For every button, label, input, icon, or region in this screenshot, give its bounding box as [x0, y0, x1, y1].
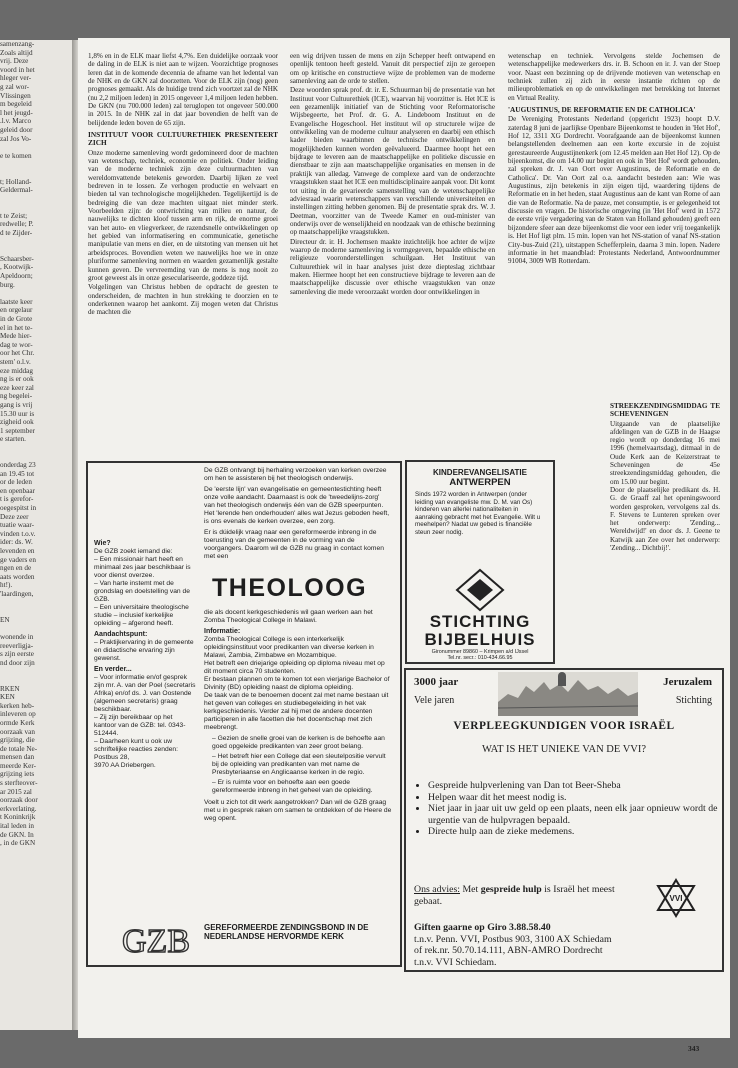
diamond-book-icon: [457, 570, 503, 610]
column-2: [290, 52, 495, 297]
prev-page-line: , in de GKN: [0, 839, 36, 848]
vvi-giro-line: of rek.nr. 50.70.14.111, ABN-AMRO Dordrecht: [414, 945, 603, 957]
prev-page-line: oor het Chr.: [0, 349, 35, 358]
column-3: [508, 52, 720, 267]
vvi-bullet-list: [414, 780, 724, 838]
gzb-after: die als docent kerkgeschiedenis wil gaan werken aan het Zomba Theological College in Malawi.: [204, 609, 373, 624]
prev-page-line: mensen dan: [0, 753, 35, 762]
prev-page-line: RKEN: [0, 684, 20, 693]
prev-page-line: nd door zijn: [0, 658, 35, 667]
prev-page-line: m begeleid: [0, 100, 32, 109]
gzb-logo-icon: [116, 919, 196, 959]
section-heading: 'AUGUSTINUS, DE REFORMATIE EN DE CATHOLICA': [508, 105, 696, 115]
streekzending-article: [610, 402, 720, 552]
prev-page-line: stem' o.l.v.: [0, 357, 31, 366]
prev-page-line: oorzaak door: [0, 796, 38, 805]
prev-page-line: Mede hier-: [0, 332, 32, 341]
prev-page-line: el in het te-: [0, 323, 33, 332]
prev-page-line: gang is vrij: [0, 400, 33, 409]
prev-page-line: laatste keer: [0, 297, 33, 306]
prev-page-line: grijzing iets: [0, 770, 35, 779]
paragraph: Uitgaande van de plaatselijke afdelingen van de GZB in de Haagse regio wordt op donderdag 16 mei 1996 (hemelvaartsdag), ditmaal in de Oude Kerk aan de Keizerstraat te Scheveningen de 45e streekzendingsmiddag gehouden, die om 15.00 uur begint.: [610, 419, 720, 486]
prev-page-line: Geldermal-: [0, 186, 33, 195]
prev-page-line: vrij. Deze: [0, 57, 29, 66]
gzb-further-text: – Voor informatie en/of gesprek zijn mr. A. van der Poel (secretaris Afrika) en/of ds. J. van Oostende (algemeen secretaris) graag beschikbaar. – Zij zijn bereikbaar op het kantoor van de GZB: tel. 0343-512444. – Daarheen kunt u ook uw schriftelijke reacties zenden: Postbus 28, 3970 AA Driebergen.: [94, 674, 196, 769]
prev-page-line: reeverligja-: [0, 641, 34, 650]
gzb-organisation: GEREFORMEERDE ZENDINGSBOND IN DE NEDERLANDSE HERVORMDE KERK: [204, 923, 369, 941]
gzb-intro: Er is dúidelijk vraag naar een gereformeerde inbreng in de toerusting van de gemeenten in de vorming van de voorgangers. Daarom wil de GZB nu graag in contact komen met een: [204, 529, 384, 560]
vvi-jeruzalem: Jeruzalem: [663, 676, 712, 688]
prev-page-line: [0, 624, 72, 633]
prev-page-line: redwelle; P.: [0, 220, 34, 229]
jerusalem-wall-illustration-icon: [498, 672, 638, 716]
gzb-attention-text: – Praktijkervaring in de gemeente en didactische ervaring zijn gewenst.: [94, 639, 194, 662]
gzb-info-heading: Informatie:: [204, 628, 241, 635]
prev-page-line: aats worden: [0, 572, 35, 581]
gzb-bullet: – Gezien de snelle groei van de kerken is de behoefte aan goed opgeleide predikanten van zeer groot belang.: [212, 735, 385, 750]
paragraph: wetenschap en techniek. Vervolgens stelde Jochemsen de wetenschappelijke medewerkers drs. ir. B. Schoon en ir. J. van der Stoep voor. Naast een bezinning op de drijvende motieven van wetenschap en techniek zullen zij zich in eerste instantie richten op de milieuproblematiek en op de ontwikkelingen met betrekking tot Internet en Virtual Reality.: [508, 52, 720, 102]
vvi-star-logo-icon: [656, 880, 696, 916]
paragraph: De Vereniging Protestants Nederland (opgericht 1923) hoopt D.V. zaterdag 8 juni de jaarlijkse Openbare Bijeenkomst te houden in 'Het Hof', Hof 12, 3311 XG Dordrecht. Voorafgaande aan de bijeenkomst kunnen belangstellenden deelnemen aan een korte excursie in de zojuist gerestaureerde Augustijnenkerk (om 12.45 melden aan Het Hof 12). Op de bijeenkomst, die om 14.00 uur begint en ook in 'Het Hof' wordt gehouden, zal spreken dr. J. van Oort over Augustinus, de Reformatie en de Catholica'. Dr. Van Oort zal o.a. aandacht besteden aan: Wie was Augustinus, zijn betekenis in zijn eigen tijd, waardering tijdens de Reformatie en in het heden, staat Augustinus aan de kant van Rome of aan die van de Reformatie. Na de pauze, met consumptie, is er gelegenheid tot discussie en vragen. De historische omgeving (in 'Het Hof' werd in 1572 de eerste vrije vergadering van de Staten van Holland gehouden) geeft een bijzondere sfeer aan deze bijeenkomst die voor een ieder vrij toegankelijk is. Het Hof ligt plm. 15 min. lopen van het NS-station of vanaf NS-station City-bus-Zuid (21), uitstappen Schefferplein, daarna 3 min. lopen. Nadere informatie in het maandblad: Protestants Nederland, Antwoordnummer 91004, 3009 WB Rotterdam.: [508, 115, 720, 266]
section-heading: STREEKZENDINGSMIDDAG TE SCHEVENINGEN: [610, 402, 720, 419]
vvi-3000-jaar: 3000 jaar: [414, 676, 459, 688]
prev-page-line: inleveren op: [0, 710, 36, 719]
column-1: [88, 52, 278, 318]
prev-page-line: ht!).: [0, 581, 13, 590]
gzb-theoloog-title: THEOLOOG: [212, 574, 368, 602]
kinder-title: KINDEREVANGELISATIE: [433, 468, 527, 477]
prev-page-line: burg.: [0, 280, 15, 289]
prev-page-line: .l.v. Marco: [0, 117, 32, 126]
prev-page-line: ormde Kerk: [0, 718, 35, 727]
vvi-giro-line: t.n.v. VVI Schiedam.: [414, 956, 497, 968]
prev-page-line: t te Zeist;: [0, 211, 28, 220]
prev-page-line: 'laardingen,: [0, 590, 34, 598]
vvi-advice-text: Met: [462, 884, 481, 895]
prev-page-line: [0, 246, 72, 255]
prev-page-line: en openbaar: [0, 486, 35, 495]
previous-page-edge: [0, 40, 72, 1030]
gzb-closing: Voelt u zich tot dit werk aangetrokken? Dan wil de GZB graag met u in gesprek raken om samen te ontdekken of de Heere de weg opent.: [204, 799, 392, 822]
prev-page-line: ng begelei-: [0, 392, 33, 401]
prev-page-line: s zijn eerste: [0, 650, 34, 659]
kinder-body: Sinds 1972 worden in Antwerpen (onder leiding van evangeliste mw. D. M. van Os) kinderen van allerlei nationaliteiten in aanraking gebracht met het Evangelie. Wilt u meehelpen? Nadat uw gebed is financiële steun zeer nodig.: [415, 491, 541, 536]
prev-page-line: samenzang-: [0, 40, 35, 48]
prev-page-line: vinden t.o.v.: [0, 529, 36, 538]
prev-page-line: zal Jos Vo-: [0, 134, 32, 143]
prev-page-line: de GKN. In: [0, 830, 34, 839]
vvi-logo-text: VVI: [669, 894, 683, 903]
prev-page-line: [0, 169, 72, 178]
magazine-page: [78, 38, 730, 1053]
gzb-who-heading: Wie?: [94, 540, 111, 547]
prev-page-line: t; Holland-: [0, 177, 32, 186]
gzb-further-heading: En verder...: [94, 666, 132, 673]
prev-page-line: dag te wor-: [0, 340, 33, 349]
kinderevangelisatie-advertisement: [405, 460, 555, 664]
vvi-bullet: • Gespreide hulpverlening van Dan tot Beer-Sheba: [428, 780, 724, 792]
page-number: 343: [688, 1044, 700, 1053]
gzb-info: Zomba Theological College is een interkerkelijk opleidingsinstituut voor predikanten van diverse kerken in Malawi, Zambia, Zimbabwe en Mozambique. Het betreft een driejarige opleiding op diploma niveau met op dit moment circa 70 studenten. Er bestaan plannen om te komen tot een vierjarige Bachelor of Divinity (BD) opleiding naast de diploma opleiding. De taak van de te benoemen docent zal met name bestaan uit het geven van colleges en studiebegeleiding in het vak kerkgeschiedenis. Verder zal hij met de andere docenten participeren in alle facetten die het docentschap met zich meebrengt.: [204, 636, 390, 731]
prev-page-line: g zal wor-: [0, 82, 29, 91]
prev-page-line: ngen en de: [0, 564, 32, 573]
prev-page-line: [0, 676, 72, 685]
paragraph: een wig drijven tussen de mens en zijn Schepper heeft ontwapend en openlijk tentoon heeft gesteld. Vanuit dit perspectief zijn ze geroepen om op kritische en constructieve wijze de problemen van de moderne samenleving aan de orde te stellen.: [290, 52, 495, 86]
prev-page-line: [0, 160, 72, 169]
prev-page-line: levenden en: [0, 547, 35, 556]
prev-page-line: wonende in: [0, 632, 34, 641]
vvi-question: WAT IS HET UNIEKE VAN DE VVI?: [481, 744, 647, 755]
prev-page-line: e te komen: [0, 151, 32, 160]
prev-page-line: 1 september: [0, 426, 35, 435]
prev-page-line: ge vaders en: [0, 555, 36, 564]
paragraph: Directeur dr. ir. H. Jochemsen maakte inzichtelijk hoe achter de wijze waarop de moderne samenleving is vormgegeven, bepaalde ethische en religieuze vooronderstellingen schuilgaan. Het Instituut van Cultuurethiek wil in haar analyses juist deze diepteslag zichtbaar maken. Hiermee hoopt het een constructieve bijdrage te leveren aan de maatschappelijke discussie over ethische vraagstukken van onze samenleving die mede veroorzaakt worden door ontwikkelingen in: [290, 237, 495, 296]
prev-page-line: EN: [0, 615, 10, 624]
prev-page-line: t Koninkrijk: [0, 813, 36, 822]
prev-page-line: eze middag: [0, 366, 33, 375]
vvi-stichting: Stichting: [675, 695, 712, 706]
kinder-city: ANTWERPEN: [449, 477, 511, 488]
prev-page-line: in de Grote: [0, 315, 33, 323]
gzb-intro: De 'eerste lijn' van evangelisatie en gemeentestichting heeft onze volle aandacht. Daarnaast is ook de 'tweedelijns-zorg' van het theologisch onderwijs één van de GZB speerpunten. Het 'lerende hen onderhouden' alles wat Jezus geboden heeft, is ons evenals de kerken overzee, een zorg.: [204, 486, 390, 525]
prev-page-line: [0, 289, 72, 298]
vvi-vele-jaren: Vele jaren: [414, 695, 455, 706]
prev-page-line: Vlissingen: [0, 91, 31, 100]
prev-page-line: ider: ds. W.: [0, 538, 33, 547]
prev-page-line: [0, 607, 72, 616]
gzb-sidebar: [94, 537, 196, 772]
prev-page-line: [0, 143, 72, 152]
prev-page-line: or de leden: [0, 478, 32, 487]
vvi-advice-label: Ons advies:: [414, 884, 460, 895]
prev-page-line: de totale Ne-: [0, 744, 38, 753]
gzb-who-text: De GZB zoekt iemand die: – Een missionair hart heeft en minimaal zes jaar beschikbaar is voor dienst overzee. – Van harte instemt met de grondslag en doelstelling van de GZB. – Een universitaire theologische studie – inclusief kerkelijke opleiding – afgerond heeft.: [94, 548, 191, 627]
prev-page-line: KEN: [0, 693, 15, 702]
prev-page-line: d te Zijder-: [0, 229, 33, 238]
prev-page-line: l het jeugd-: [0, 108, 33, 117]
prev-page-line: Apeldoorn;: [0, 272, 33, 281]
prev-page-line: [0, 195, 72, 204]
prev-page-line: [0, 599, 72, 608]
section-heading: INSTITUUT VOOR CULTUURETHIEK PRESENTEERT ZICH: [88, 130, 278, 148]
prev-page-line: [0, 203, 72, 212]
gzb-bullet: – Het betreft hier een College dat een sleutelpositie vervult bij de opleiding van predikanten van met name de Presbyteriaanse en Anglicaanse kerken in de regio.: [212, 753, 386, 776]
prev-page-line: kerken heb-: [0, 701, 35, 710]
prev-page-line: s sterfteover-: [0, 779, 38, 788]
prev-page-line: t is gerefor-: [0, 495, 34, 504]
paragraph: Volgelingen van Christus hebben de opdracht de geesten te onderscheiden, de machten in hun strekking te doorzien en te onderkennen waarop het aankomt. Zij mogen weten dat Christus de machten die: [88, 283, 278, 317]
prev-page-line: ital leden in: [0, 822, 34, 831]
prev-page-line: Zoals altijd: [0, 48, 33, 57]
vvi-bullet: • Niet jaar in jaar uit uw geld op een plaats, neen elk jaar opnieuw wordt de urgentie van de hulpvragen bepaald.: [428, 803, 724, 826]
prev-page-line: ar 2015 zal: [0, 787, 32, 796]
vvi-advertisement: [404, 668, 724, 972]
vvi-giro-line: Giften gaarne op Giro 3.88.58.40: [414, 922, 551, 933]
paragraph: Deze woorden sprak prof. dr. ir. E. Schuurman bij de presentatie van het Instituut voor Cultuurethiek (ICE), waarvan hij voorzitter is. Het ICE is een gezamenlijk initiatief van de Stichting voor Reformatorische Wijsbegeerte, het Prof. dr. G. A. Lindeboom Instituut en de Evangelische Hogeschool. Het instituut wil op structurele wijze de ontwikkeling van de moderne cultuur analyseren en daarbij een ethisch kader bieden waarbinnen de technische ontwikkelingen en mogelijkheden kunnen worden geëvalueerd. Daarmee hoopt het een bijdrage te leveren aan de maatschappelijke en politieke discussie en dienstbaar te zijn aan maatschappelijke organisaties en mensen in de praktijk van alledag. Vanwege de complexe aard van de onderzochte vraagstukken staat het ICE een multidisciplinaire aanpak voor. Dit komt tot uiting in de gevarieerde samenstelling van de wetenschappelijke adviesraad waarin wetenschappers van verschillende universiteiten en instellingen zitting hebben genomen. Bij de presentatie sprak drs. W. J. Deetman, voorzitter van de Tweede Kamer en oud-minister van onderwijs over de wenselijkheid en noodzaak van de ethische bezinning op maatschappelijke vraagstukken.: [290, 86, 495, 237]
vvi-bullet: • Helpen waar dit het meest nodig is.: [428, 792, 724, 804]
prev-page-line: en orgelaur: [0, 306, 33, 315]
prev-page-line: zigheid ook: [0, 418, 34, 427]
prev-page-line: hleger ver-: [0, 74, 32, 83]
paragraph: 1,8% en in de ELK maar liefst 4,7%. Een duidelijke oorzaak voor de daling in de ELK is niet aan te wijzen. Voorzichtige prognoses leren dat in de komende decennia de afname van het ledental van de NHK en de GKN zal doorzetten. Voor de ELK zijn (nog) geen prognoses gemaakt. Als de huidige trend zich voortzet zal de NHK (nu 2,2 miljoen leden) in 2015 ongeveer 1,4 miljoen leden hebben. De GKN (nu 700.000 leden) zal teruglopen tot ongeveer 500.000 in 2015. In de NHK zal in dat jaar bovendien de helft van de belijdende leden boven de 65 zijn.: [88, 52, 278, 127]
kinder-address: Gironummer 89860 – Krimpen a/d IJssel Tel.nr. secr.: 010-434.66.95: [431, 649, 529, 662]
vvi-advice: [414, 884, 644, 908]
prev-page-line: Schaarsber-: [0, 254, 34, 263]
prev-page-line: tuatie waar-: [0, 521, 34, 530]
prev-page-line: geleid door: [0, 125, 33, 134]
vvi-heading: VERPLEEGKUNDIGEN VOOR ISRAËL: [453, 720, 675, 732]
prev-page-line: [0, 238, 72, 247]
vvi-giro: [414, 922, 714, 968]
prev-page-line: Deze zeer: [0, 512, 29, 521]
prev-page-line: [0, 444, 72, 453]
prev-page-line: [0, 453, 72, 462]
kinder-bijbelhuis: BIJBELHUIS: [424, 630, 536, 649]
vvi-bullet: • Directe hulp aan de zieke medemens.: [428, 826, 724, 838]
prev-page-line: grijzing, die: [0, 736, 35, 745]
gzb-advertisement: [86, 461, 402, 967]
prev-page-line: onderdag 23: [0, 461, 36, 470]
gzb-main: [204, 467, 392, 826]
prev-page-line: an 19.45 tot: [0, 469, 35, 478]
vvi-giro-line: t.n.v. Penn. VVI, Postbus 903, 3100 AX Schiedam: [414, 933, 612, 945]
prev-page-line: voord in het: [0, 65, 35, 74]
prev-page-line: erkverlating.: [0, 804, 37, 813]
vvi-advice-bold: gespreide hulp: [480, 884, 542, 895]
prev-page-line: , Kootwijk-: [0, 263, 34, 272]
paragraph: Onze moderne samenleving wordt gedomineerd door de machten van wetenschap, techniek, economie en politiek. Onder leiding van de moderne techniek zijn deze cultuurmachten van wereldomvattende betekenis geworden. Daarbij lijken ze veel bedreven in te lossen. Ze verhogen productie en welvaart en bieden tal van technologische mogelijkheden. Tegelijkertijd is de bedreiging die van deze machten uitgaat niet minder sterk. Voorbeelden zijn: de ontwrichting van milieu en natuur, de nauwelijks te dichten kloof tussen arm en rijk, de enorme groei van het auto- en vliegverkeer, de razendsnelle ontwikkelingen op het gebied van informatisering en communicatie, genetische manipulatie van mens en dier, en de uitstoting van mensen uit het arbeidsproces. Bovendien weten we nauwelijks hoe we in onze pluriforme samenleving normen en waarden gezamenlijk gestalte kunnen geven. De vervreemding van de mens is nog nooit zo groot geweest als in onze geseculariseerde, goddeze tijd.: [88, 148, 278, 282]
gzb-bullets: [204, 735, 392, 795]
prev-page-line: ng is er ook: [0, 375, 34, 384]
vvi-advice-text2: is Israël het meest gebaat.: [414, 884, 615, 907]
prev-page-line: oegespitst in: [0, 504, 37, 513]
prev-page-line: 15.30 uur is: [0, 409, 35, 418]
prev-page-line: [0, 667, 72, 676]
prev-page-line: e starten.: [0, 435, 26, 444]
prev-page-line: oorzaak van: [0, 727, 35, 736]
gzb-bullet: – Er is ruimte voor en behoefte aan een goede gereformeerde inbreng in het geheel van de opleiding.: [212, 779, 373, 794]
paragraph: Door de plaatselijke predikant ds. H. G. de Graaff zal het openingswoord worden gesproken, vervolgens zal ds. F. Stevens te Lunteren spreken over het onderwerp: 'Zending... Wereldwijd!' en door ds. J. Geene te Katwijk aan Zee over het onderwerp: 'Zending... Dichtbij!'.: [610, 485, 720, 553]
kinder-stichting: STICHTING: [429, 612, 531, 631]
prev-page-line: meerde Ker-: [0, 761, 36, 770]
gzb-logo-text: GZB: [122, 923, 190, 960]
gzb-intro: De GZB ontvangt bij herhaling verzoeken van kerken overzee om hen te assisteren bij het theologisch onderwijs.: [204, 467, 387, 482]
gzb-attention-heading: Aandachtspunt:: [94, 631, 148, 638]
prev-page-line: eze keer zal: [0, 383, 34, 392]
